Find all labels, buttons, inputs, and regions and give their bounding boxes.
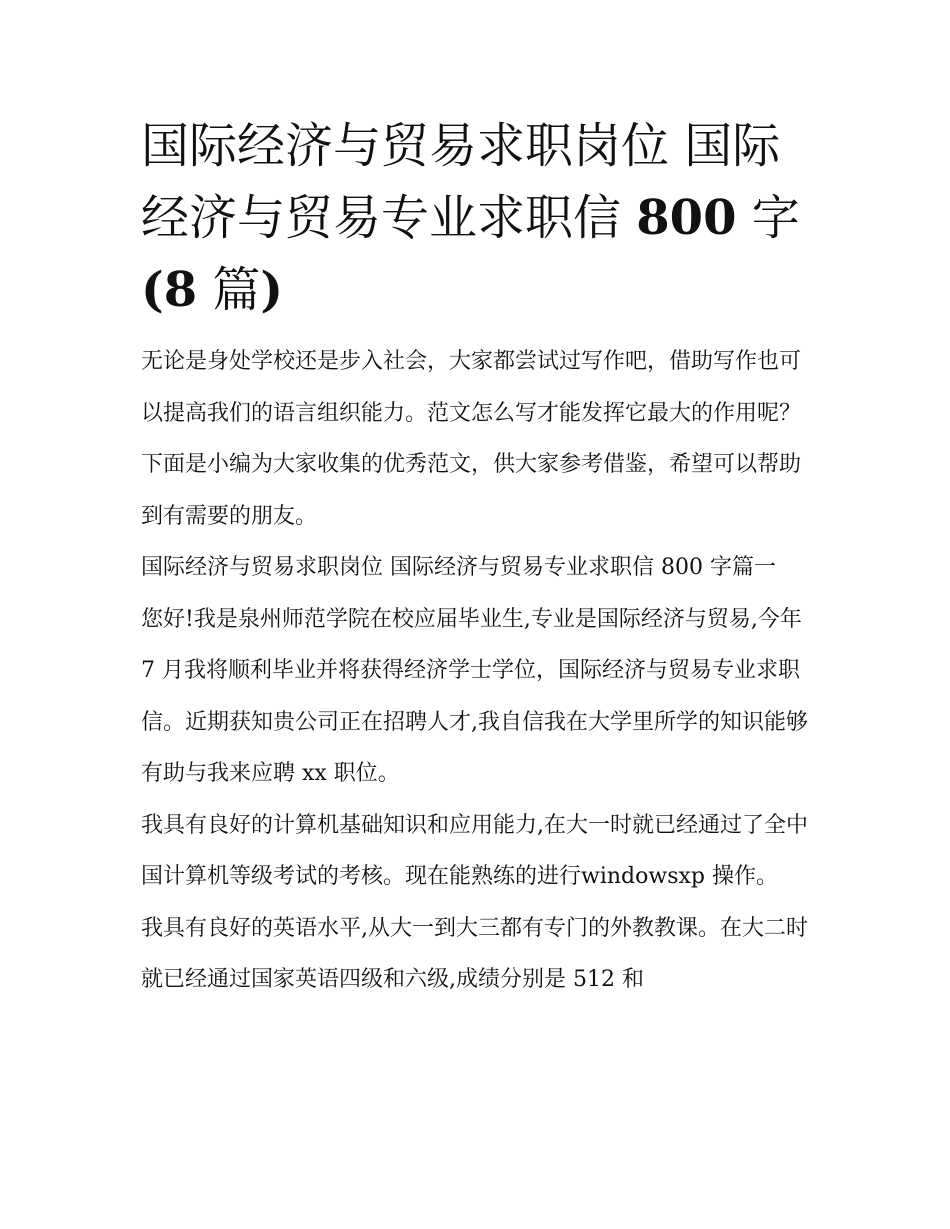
- body-paragraph: 我具有良好的计算机基础知识和应用能力,在大一时就已经通过了全中国计算机等级考试的考核。现在能熟练的进行windowsxp 操作。: [141, 812, 808, 889]
- intro-paragraph: 无论是身处学校还是步入社会，大家都尝试过写作吧，借助写作也可以提高我们的语言组织能力。范文怎么写才能发挥它最大的作用呢？下面是小编为大家收集的优秀范文，供大家参考借鉴，希望可以帮助到有需要的朋友。: [141, 349, 802, 529]
- document-title: 国际经济与贸易求职岗位 国际经济与贸易专业求职信 800 字 (8 篇): [141, 118, 800, 318]
- body-paragraph: 您好!我是泉州师范学院在校应届毕业生,专业是国际经济与贸易,今年 7 月我将顺利毕业并将获得经济学士学位，国际经济与贸易专业求职信。近期获知贵公司正在招聘人才,我自信我在大学里所学的知识能够有助与我来应聘 xx 职位。: [141, 606, 808, 786]
- document-page: [141, 110, 821, 1006]
- document-body: [141, 336, 821, 1006]
- body-paragraph: 我具有良好的英语水平,从大一到大三都有专门的外教教课。在大二时就已经通过国家英语四级和六级,成绩分别是 512 和: [141, 915, 808, 992]
- section-heading: 国际经济与贸易求职岗位 国际经济与贸易专业求职信 800 字篇一: [141, 555, 776, 580]
